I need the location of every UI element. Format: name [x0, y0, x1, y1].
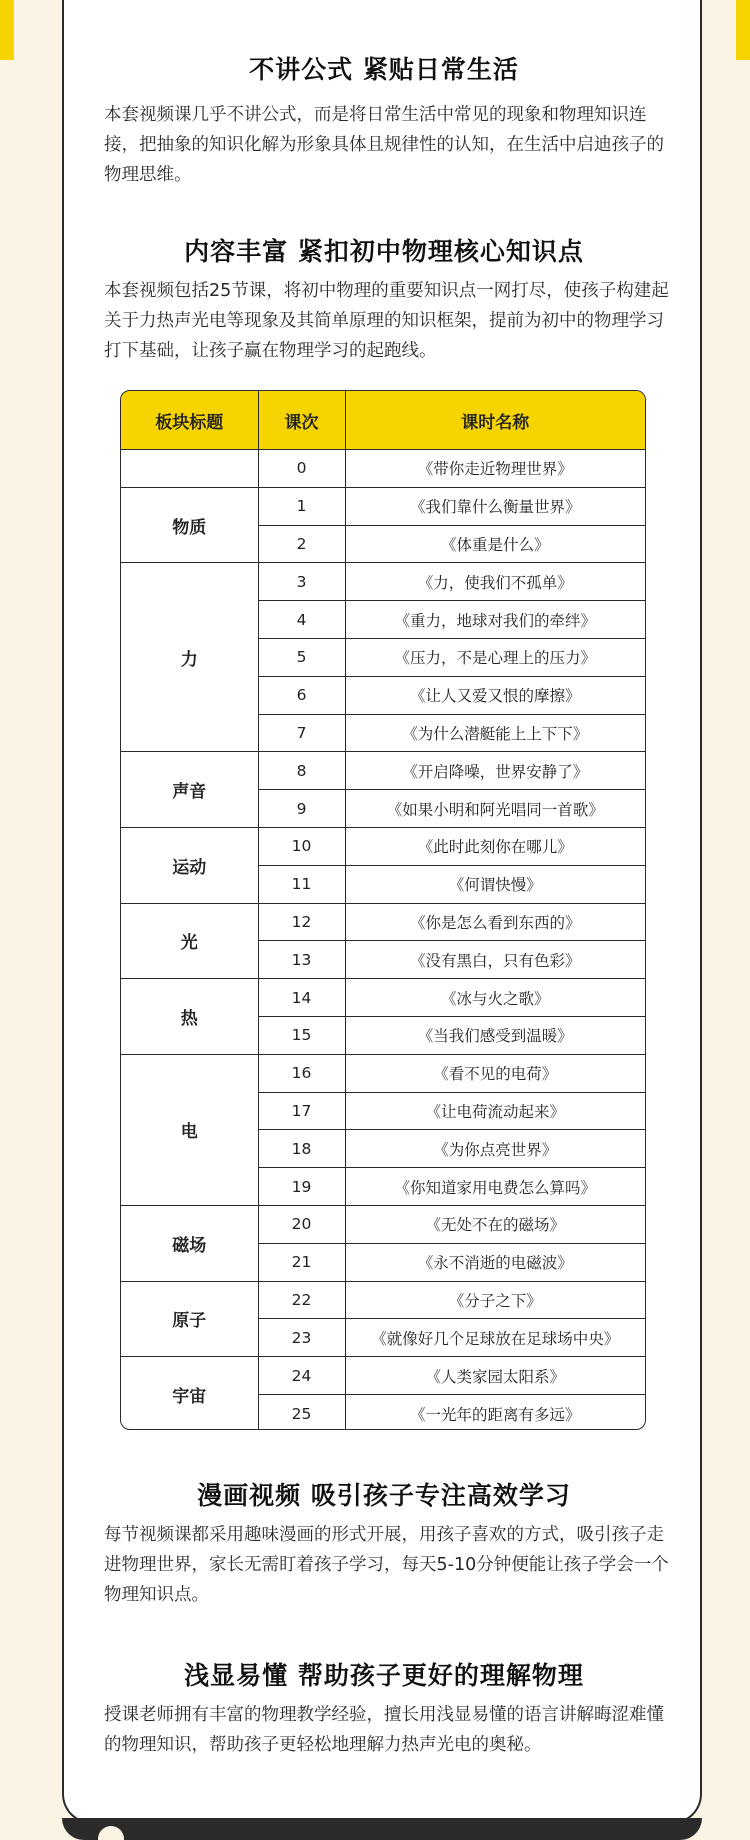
lesson-number-cell: 21 — [258, 1243, 345, 1281]
lesson-name-cell: 《开启降噪，世界安静了》 — [345, 752, 645, 790]
section-3-title: 漫画视频 吸引孩子专注高效学习 — [64, 1470, 704, 1516]
lesson-number-cell: 20 — [258, 1205, 345, 1243]
lesson-number-cell: 10 — [258, 827, 345, 865]
lesson-name-cell: 《带你走近物理世界》 — [345, 450, 645, 488]
lesson-number-cell: 9 — [258, 790, 345, 828]
table-body — [121, 450, 645, 1431]
lesson-name-cell: 《我们靠什么衡量世界》 — [345, 487, 645, 525]
lesson-number-cell: 13 — [258, 941, 345, 979]
table-row — [121, 487, 645, 525]
lesson-name-cell: 《看不见的电荷》 — [345, 1054, 645, 1092]
section-4-paragraph: 授课老师拥有丰富的物理教学经验，擅长用浅显易懂的语言讲解晦涩难懂的物理知识，帮助孩子更轻松地理解力热声光电的奥秘。 — [104, 1705, 664, 1755]
lesson-name-cell: 《当我们感受到温暖》 — [345, 1016, 645, 1054]
section-cell: 力 — [121, 563, 258, 752]
lesson-number-cell: 16 — [258, 1054, 345, 1092]
table-row — [121, 1281, 645, 1319]
lesson-name-cell: 《你是怎么看到东西的》 — [345, 903, 645, 941]
section-cell: 宇宙 — [121, 1357, 258, 1430]
lesson-name-cell: 《冰与火之歌》 — [345, 979, 645, 1017]
section-1-paragraph: 本套视频课几乎不讲公式，而是将日常生活中常见的现象和物理知识连接，把抽象的知识化解为形象具体且规律性的认知，在生活中启迪孩子的物理思维。 — [104, 105, 664, 185]
right-accent-strip — [736, 0, 750, 60]
table-row — [121, 827, 645, 865]
lesson-name-cell: 《你知道家用电费怎么算吗》 — [345, 1168, 645, 1206]
lesson-name-cell: 《体重是什么》 — [345, 525, 645, 563]
lesson-number-cell: 1 — [258, 487, 345, 525]
lesson-number-cell: 19 — [258, 1168, 345, 1206]
lesson-name-cell: 《重力，地球对我们的牵绊》 — [345, 601, 645, 639]
lesson-number-cell: 14 — [258, 979, 345, 1017]
lesson-name-cell: 《为什么潜艇能上上下下》 — [345, 714, 645, 752]
left-accent-strip — [0, 0, 14, 60]
lesson-name-cell: 《压力，不是心理上的压力》 — [345, 638, 645, 676]
lesson-name-cell: 《为你点亮世界》 — [345, 1130, 645, 1168]
lesson-name-cell: 《让电荷流动起来》 — [345, 1092, 645, 1130]
section-cell: 声音 — [121, 752, 258, 828]
lesson-name-cell: 《分子之下》 — [345, 1281, 645, 1319]
lesson-number-cell: 24 — [258, 1357, 345, 1395]
section-2-paragraph: 本套视频包括25节课，将初中物理的重要知识点一网打尽，使孩子构建起关于力热声光电等现象及其简单原理的知识框架，提前为初中的物理学习打下基础，让孩子赢在物理学习的起跑线。 — [104, 281, 669, 361]
lesson-number-cell: 2 — [258, 525, 345, 563]
lesson-number-cell: 17 — [258, 1092, 345, 1130]
table-row — [121, 450, 645, 488]
table-row — [121, 1054, 645, 1092]
lesson-number-cell: 15 — [258, 1016, 345, 1054]
lesson-name-cell: 《让人又爱又恨的摩擦》 — [345, 676, 645, 714]
lesson-name-cell: 《何谓快慢》 — [345, 865, 645, 903]
lesson-name-cell: 《人类家园太阳系》 — [345, 1357, 645, 1395]
lesson-name-cell: 《如果小明和阿光唱同一首歌》 — [345, 790, 645, 828]
table-row — [121, 563, 645, 601]
section-4-title: 浅显易懂 帮助孩子更好的理解物理 — [64, 1650, 704, 1696]
content-card — [62, 0, 702, 1824]
section-cell: 磁场 — [121, 1205, 258, 1281]
section-2-title: 内容丰富 紧扣初中物理核心知识点 — [64, 226, 704, 272]
header-section-title: 板块标题 — [121, 391, 258, 450]
section-3-paragraph: 每节视频课都采用趣味漫画的形式开展，用孩子喜欢的方式，吸引孩子走进物理世界，家长无需盯着孩子学习，每天5-10分钟便能让孩子学会一个物理知识点。 — [104, 1525, 669, 1605]
course-table — [120, 390, 646, 1430]
table-row — [121, 979, 645, 1017]
lesson-number-cell: 22 — [258, 1281, 345, 1319]
lesson-number-cell: 5 — [258, 638, 345, 676]
lesson-number-cell: 11 — [258, 865, 345, 903]
lesson-name-cell: 《就像好几个足球放在足球场中央》 — [345, 1319, 645, 1357]
lesson-number-cell: 23 — [258, 1319, 345, 1357]
header-lesson-name: 课时名称 — [345, 391, 645, 450]
lesson-number-cell: 8 — [258, 752, 345, 790]
lesson-name-cell: 《没有黑白，只有色彩》 — [345, 941, 645, 979]
section-cell — [121, 450, 258, 488]
table-row — [121, 903, 645, 941]
section-1-title: 不讲公式 紧贴日常生活 — [64, 44, 704, 90]
lesson-name-cell: 《此时此刻你在哪儿》 — [345, 827, 645, 865]
lesson-number-cell: 7 — [258, 714, 345, 752]
section-cell: 光 — [121, 903, 258, 979]
table-row — [121, 752, 645, 790]
lesson-name-cell: 《力，使我们不孤单》 — [345, 563, 645, 601]
section-cell: 热 — [121, 979, 258, 1055]
table-row — [121, 1205, 645, 1243]
lesson-number-cell: 4 — [258, 601, 345, 639]
section-cell: 物质 — [121, 487, 258, 563]
header-lesson-number: 课次 — [258, 391, 345, 450]
lesson-name-cell: 《无处不在的磁场》 — [345, 1205, 645, 1243]
lesson-name-cell: 《永不消逝的电磁波》 — [345, 1243, 645, 1281]
section-cell: 运动 — [121, 827, 258, 903]
lesson-number-cell: 12 — [258, 903, 345, 941]
section-cell: 原子 — [121, 1281, 258, 1357]
lesson-name-cell: 《一光年的距离有多远》 — [409, 1405, 581, 1424]
card-bottom-band — [62, 1818, 702, 1840]
section-cell: 电 — [121, 1054, 258, 1205]
lesson-number-cell: 0 — [258, 450, 345, 488]
lesson-number-cell: 18 — [258, 1130, 345, 1168]
lesson-number-cell: 25 — [258, 1394, 345, 1430]
table-row — [121, 1357, 645, 1395]
lesson-number-cell: 3 — [258, 563, 345, 601]
lesson-number-cell: 6 — [258, 676, 345, 714]
